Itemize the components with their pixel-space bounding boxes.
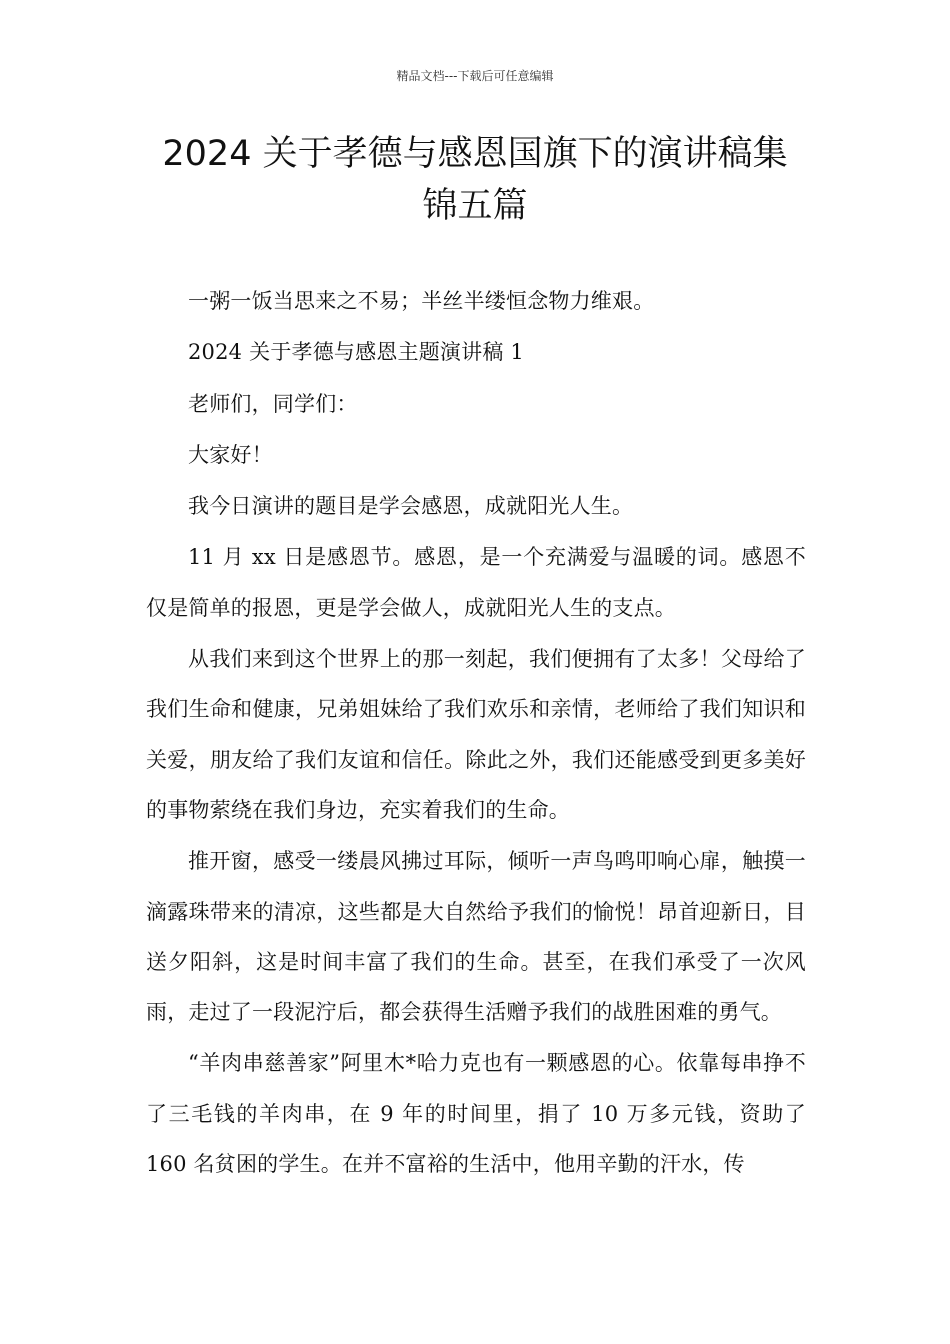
paragraph: 从我们来到这个世界上的那一刻起，我们便拥有了太多！父母给了我们生命和健康，兄弟姐妹给了我们欢乐和亲情，老师给了我们知识和关爱，朋友给了我们友谊和信任。除此之外，我们还能感受到更多美好的事物萦绕在我们身边，充实着我们的生命。 [146,647,806,822]
paragraph: 2024 关于孝德与感恩主题演讲稿 1 [188,340,524,365]
paragraph: 大家好！ [188,442,273,467]
document-body [146,276,806,1190]
paragraph: 老师们，同学们： [188,391,358,416]
paragraph: 推开窗，感受一缕晨风拂过耳际，倾听一声鸟鸣叩响心扉，触摸一滴露珠带来的清凉，这些都是大自然给予我们的愉悦！昂首迎新日，目送夕阳斜，这是时间丰富了我们的生命。甚至，在我们承受了一次风雨，走过了一段泥泞后，都会获得生活赠予我们的战胜困难的勇气。 [146,849,806,1025]
header-note: 精品文档---下载后可任意编辑 [396,69,554,83]
paragraph: 一粥一饭当思来之不易；半丝半缕恒念物力维艰。 [188,289,655,313]
document-title [100,128,850,232]
title-line-2: 锦五篇 [422,186,528,226]
paragraph: 11 月 xx 日是感恩节。感恩，是一个充满爱与温暖的词。感恩不仅是简单的报恩，更是学会做人，成就阳光人生的支点。 [146,545,806,620]
paragraph: “羊肉串慈善家”阿里木*哈力克也有一颗感恩的心。依靠每串挣不了三毛钱的羊肉串，在 9 年的时间里，捐了 10 万多元钱，资助了 160 名贫困的学生。在并不富裕的生活中，他用辛勤的汗水，传 [146,1051,806,1177]
title-line-1: 2024 关于孝德与感恩国旗下的演讲稿集 [162,134,788,174]
paragraph: 我今日演讲的题目是学会感恩，成就阳光人生。 [188,494,634,519]
